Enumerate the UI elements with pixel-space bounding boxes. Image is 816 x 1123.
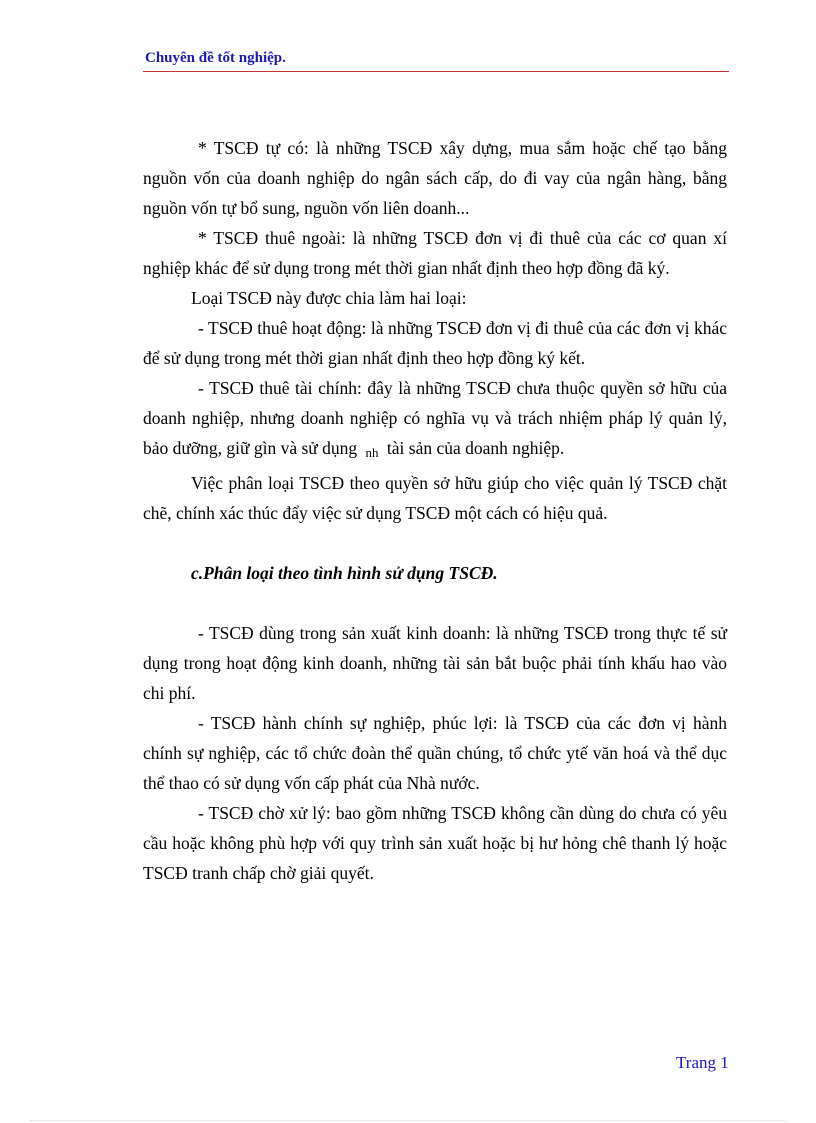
finance-lease-text-a: - TSCĐ thuê tài chính: đây là những TSCĐ chưa thuộc quyền sở hữu của doanh nghiệp, nhưng doanh nghiệp có nghĩa vụ và trách nhiệm pháp lý quản lý, bảo dưỡng, giữ gìn và sử dụng (143, 378, 727, 458)
stray-fragment: nh (365, 445, 379, 460)
paragraph-classification-benefit: Việc phân loại TSCĐ theo quyền sở hữu giúp cho việc quản lý TSCĐ chặt chẽ, chính xác thúc đẩy việc sử dụng TSCĐ một cách có hiệu quả. (143, 473, 727, 523)
header-suffix: . (282, 50, 286, 66)
paragraph-finance-lease (143, 373, 727, 468)
finance-lease-text-b: tài sản của doanh nghiệp. (386, 438, 565, 458)
page-header (145, 50, 286, 67)
paragraph-pending-assets: - TSCĐ chờ xử lý: bao gồm những TSCĐ không cần dùng do chưa có yêu cầu hoặc không phù hợp với quy trình sản xuất hoặc bị hư hỏng chê thanh lý hoặc TSCĐ tranh chấp chờ giải quyết. (143, 803, 727, 883)
paragraph-operating-lease: - TSCĐ thuê hoạt động: là những TSCĐ đơn vị đi thuê của các đơn vị khác để sử dụng trong mét thời gian nhất định theo hợp đồng ký kết. (143, 318, 727, 368)
paragraph-owned-assets: * TSCĐ tự có: là những TSCĐ xây dựng, mua sắm hoặc chế tạo bằng nguồn vốn của doanh nghiệp do ngân sách cấp, do đi vay của ngân hàng, bằng nguồn vốn tự bổ sung, nguồn vốn liên doanh... (143, 138, 727, 218)
paragraph-business-assets: - TSCĐ dùng trong sản xuất kinh doanh: là những TSCĐ trong thực tế sử dụng trong hoạt động kinh doanh, những tài sản bắt buộc phải tính khấu hao vào chi phí. (143, 623, 727, 703)
paragraph-leased-assets: * TSCĐ thuê ngoài: là những TSCĐ đơn vị đi thuê của các cơ quan xí nghiệp khác để sử dụng trong mét thời gian nhất định theo hợp đồng đã ký. (143, 228, 727, 278)
section-heading: c.Phân loại theo tình hình sử dụng TSCĐ. (191, 563, 498, 583)
paragraph-administrative-assets: - TSCĐ hành chính sự nghiệp, phúc lợi: là TSCĐ của các đơn vị hành chính sự nghiệp, các tổ chức đoàn thể quần chúng, tổ chức ytế văn hoá và thể dục thể thao có sử dụng vốn cấp phát của Nhà nước. (143, 713, 727, 793)
bottom-divider (30, 1120, 786, 1121)
document-body (143, 133, 727, 888)
header-divider (143, 71, 729, 72)
header-title: Chuyên đề tốt nghiệp (145, 50, 283, 66)
page-number: Trang 1 (676, 1053, 729, 1072)
paragraph-lease-types: Loại TSCĐ này được chia làm hai loại: (191, 288, 467, 308)
